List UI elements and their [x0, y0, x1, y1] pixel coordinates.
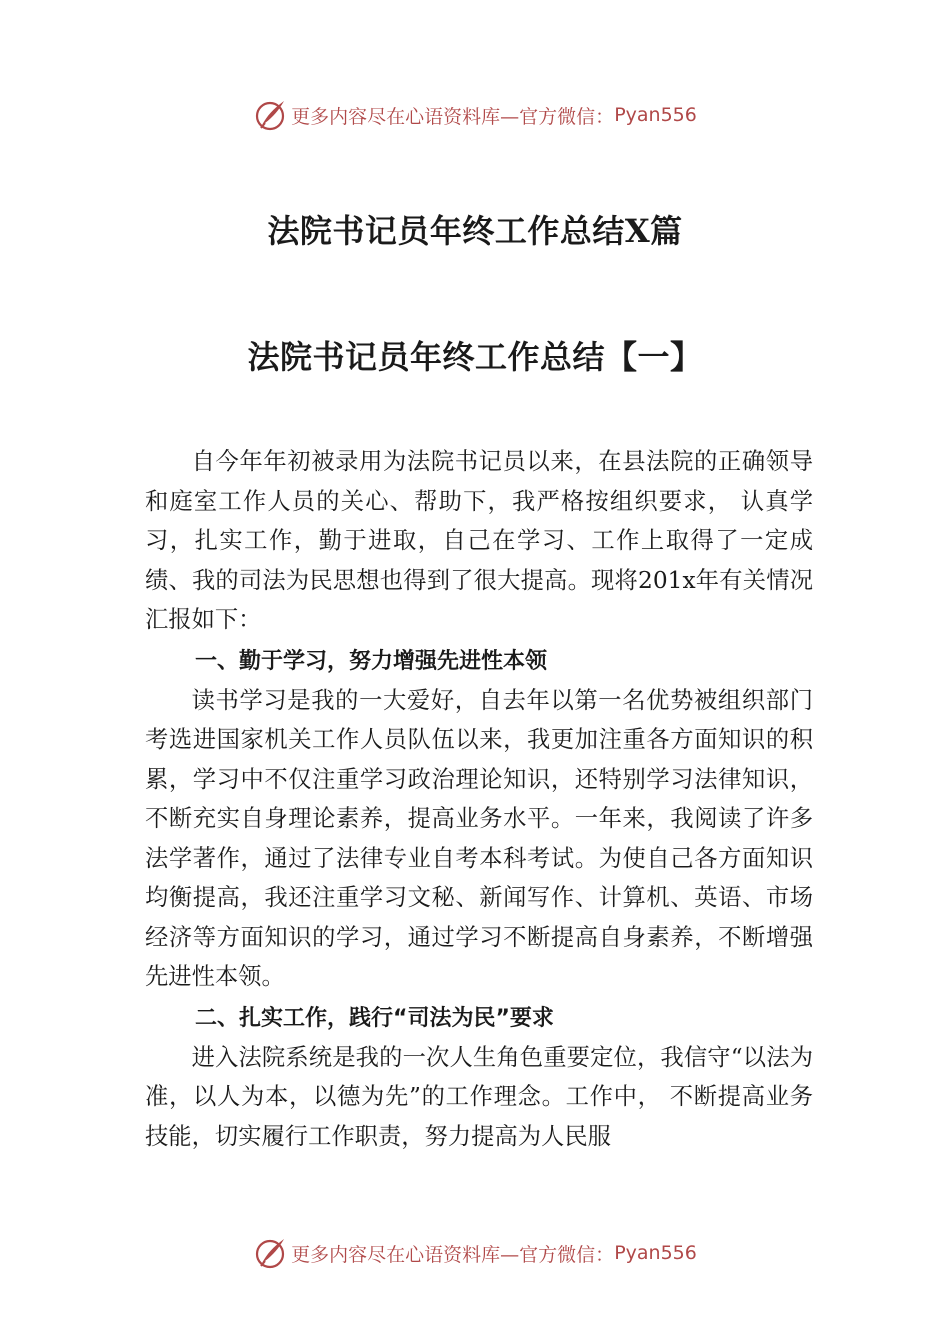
- section-2-paragraph: 进入法院系统是我的一次人生角色重要定位，我信守“以法为准，以人为本，以德为先”的工作理念。工作中， 不断提高业务技能，切实履行工作职责，努力提高为人民服: [145, 1043, 813, 1150]
- footer-banner: [0, 1233, 950, 1273]
- banner-text: 更多内容尽在心语资料库—: [291, 105, 520, 128]
- section-2-heading: 二、扎实工作，践行“司法为民”要求: [195, 1005, 554, 1031]
- quill-logo-icon: [253, 98, 287, 132]
- section-1-paragraph: 读书学习是我的一大爱好，自去年以第一名优势被组织部门考选进国家机关工作人员队伍以来，我更加注重各方面知识的积累，学习中不仅注重学习政治理论知识，还特别学习法律知识，不断充实自身理论素养，提高业务水平。一年来，我阅读了许多法学著作，通过了法律专业自考本科考试。为使自己各方面知识均衡提高，我还注重学习文秘、新闻写作、计算机、英语、市场经济等方面知识的学习，通过学习不断提高自身素养，不断增强先进性本领。: [145, 686, 813, 990]
- header-banner: [0, 95, 950, 135]
- quill-logo-icon: [253, 1236, 287, 1270]
- document-title: 法院书记员年终工作总结X篇: [267, 212, 683, 250]
- document-subtitle: 法院书记员年终工作总结【一】: [247, 338, 703, 376]
- banner-wechat-label: 官方微信：: [519, 105, 615, 128]
- banner-wechat-label: 官方微信：: [519, 1243, 615, 1266]
- section-1-heading: 一、勤于学习，努力增强先进性本领: [195, 648, 548, 674]
- banner-wechat-id: Pyan556: [614, 1242, 697, 1264]
- banner-text: 更多内容尽在心语资料库—: [291, 1243, 520, 1266]
- intro-paragraph: 自今年年初被录用为法院书记员以来，在县法院的正确领导和庭室工作人员的关心、帮助下，我严格按组织要求， 认真学习，扎实工作，勤于进取，自己在学习、工作上取得了一定成绩、我的司法为民思想也得到了很大提高。现将201x年有关情况汇报如下：: [145, 448, 813, 633]
- document-body: [145, 442, 813, 1156]
- banner-wechat-id: Pyan556: [614, 104, 697, 126]
